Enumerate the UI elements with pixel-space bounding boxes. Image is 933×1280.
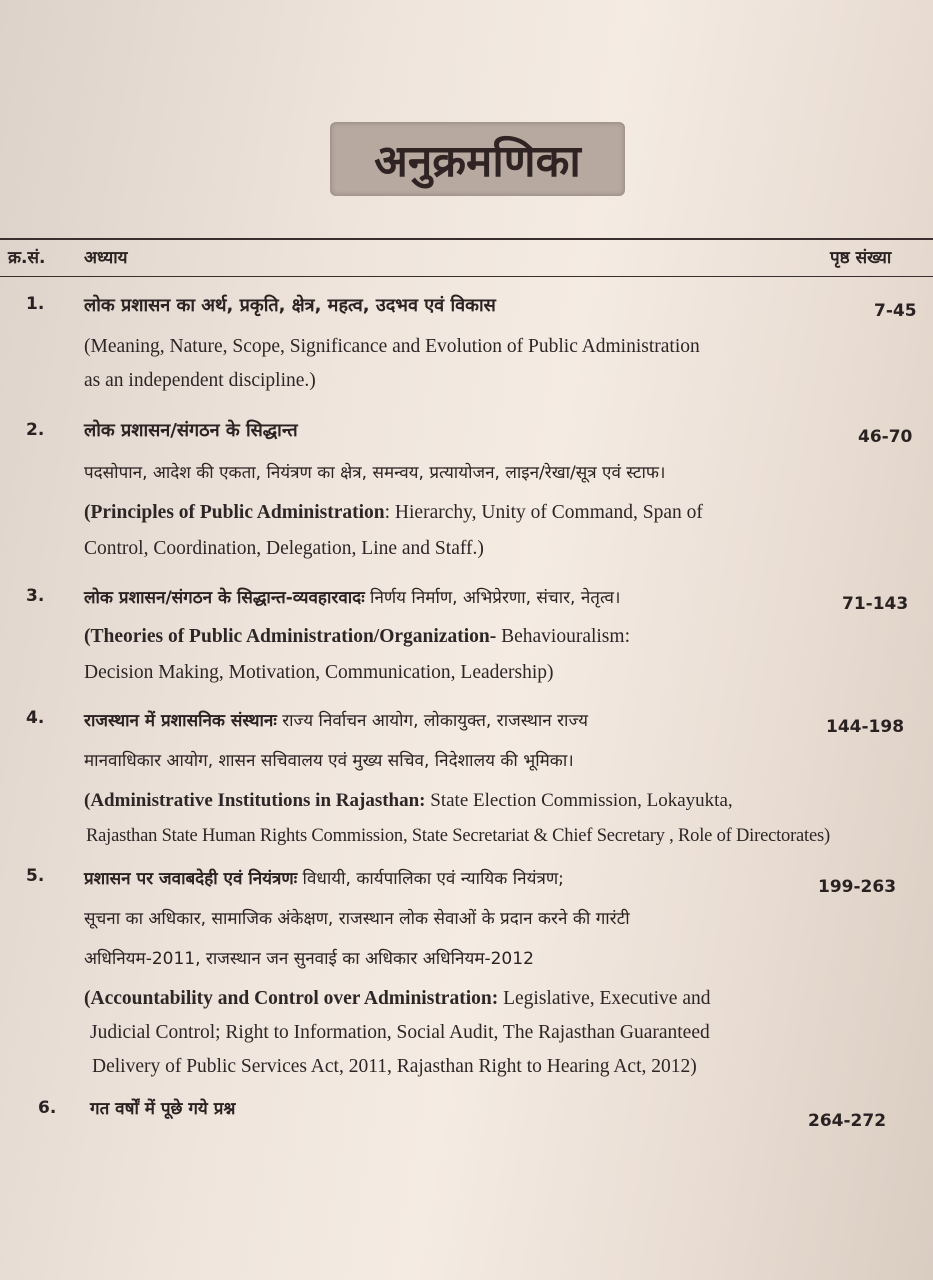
entry-hindi-title: लोक प्रशासन/संगठन के सिद्धान्त <box>84 420 298 441</box>
entry-english-line: Control, Coordination, Delegation, Line and Staff.) <box>84 538 484 559</box>
header-page: पृष्ठ संख्या <box>830 248 892 268</box>
entry-pages: 264-272 <box>808 1111 887 1131</box>
entry-number: 5. <box>26 866 45 886</box>
entry-pages: 199-263 <box>818 877 897 897</box>
entry-english-line: as an independent discipline.) <box>84 370 316 391</box>
entry-english-line: Judicial Control; Right to Information, Social Audit, The Rajasthan Guaranteed <box>90 1022 710 1043</box>
entry-english-line: (Principles of Public Administration: Hierarchy, Unity of Command, Span of <box>84 502 703 523</box>
entry-number: 1. <box>26 294 45 314</box>
entry-number: 4. <box>26 708 45 728</box>
entry-hindi-title: लोक प्रशासन का अर्थ, प्रकृति, क्षेत्र, महत्व, उदभव एवं विकास <box>84 295 496 316</box>
entry-hindi-title: लोक प्रशासन/संगठन के सिद्धान्त-व्यवहारवादः निर्णय निर्माण, अभिप्रेरणा, संचार, नेतृत्व। <box>84 588 621 608</box>
entry-number: 3. <box>26 586 45 606</box>
entry-pages: 144-198 <box>826 717 905 737</box>
header-chapter: अध्याय <box>84 248 128 268</box>
entry-english-line: (Administrative Institutions in Rajasthan: State Election Commission, Lokayukta, <box>84 790 733 811</box>
entry-english-line: (Accountability and Control over Administration: Legislative, Executive and <box>84 988 711 1009</box>
entry-english-line: Delivery of Public Services Act, 2011, Rajasthan Right to Hearing Act, 2012) <box>92 1056 697 1077</box>
header-sno: क्र.सं. <box>8 248 46 268</box>
header-bottom-rule <box>0 276 933 277</box>
entry-english-line: (Theories of Public Administration/Organization- Behaviouralism: <box>84 626 630 647</box>
entry-pages: 46-70 <box>858 427 913 447</box>
entry-english-line: (Meaning, Nature, Scope, Significance and Evolution of Public Administration <box>84 336 700 357</box>
entry-pages: 7-45 <box>874 301 917 321</box>
entry-english-line: Rajasthan State Human Rights Commission, State Secretariat & Chief Secretary , Role of Directorates) <box>86 826 830 846</box>
page-title: अनुक्रमणिका <box>374 136 581 187</box>
entry-hindi-title: राजस्थान में प्रशासनिक संस्थानः राज्य निर्वाचन आयोग, लोकायुक्त, राजस्थान राज्य <box>84 711 589 731</box>
entry-hindi-line: अधिनियम-2011, राजस्थान जन सुनवाई का अधिकार अधिनियम-2012 <box>84 949 534 969</box>
entry-hindi-line: सूचना का अधिकार, सामाजिक अंकेक्षण, राजस्थान लोक सेवाओं के प्रदान करने की गारंटी <box>84 909 630 929</box>
entry-hindi-line: पदसोपान, आदेश की एकता, नियंत्रण का क्षेत्र, समन्वय, प्रत्यायोजन, लाइन/रेखा/सूत्र एवं स्टाफ। <box>84 463 666 483</box>
entry-pages: 71-143 <box>842 594 909 614</box>
title-banner <box>330 122 625 196</box>
entry-number: 2. <box>26 420 45 440</box>
header-top-rule <box>0 238 933 240</box>
entry-number: 6. <box>38 1098 57 1118</box>
entry-hindi-line: मानवाधिकार आयोग, शासन सचिवालय एवं मुख्य सचिव, निदेशालय की भूमिका। <box>84 751 574 771</box>
entry-english-line: Decision Making, Motivation, Communication, Leadership) <box>84 662 554 683</box>
entry-hindi-title: प्रशासन पर जवाबदेही एवं नियंत्रणः विधायी, कार्यपालिका एवं न्यायिक नियंत्रण; <box>84 869 564 889</box>
entry-hindi-title: गत वर्षों में पूछे गये प्रश्न <box>90 1099 236 1119</box>
